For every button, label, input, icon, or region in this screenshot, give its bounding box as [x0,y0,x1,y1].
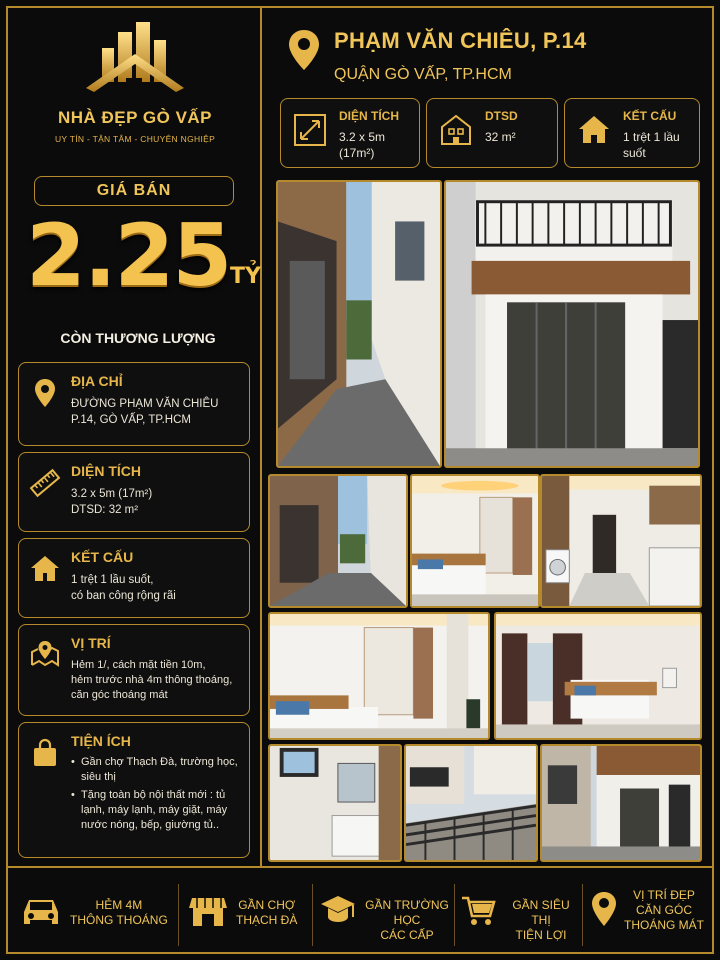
feature-corner-location [590,876,710,954]
feature-supermarket-label: GẦN SIÊU THỊ TIỆN LỢI [512,898,570,942]
feature-school-label: GẦN TRƯỜNG HỌC CÁC CẤP [365,898,449,942]
address-title: ĐỊA CHỈ [71,373,123,389]
spec-area-value: 3.2 x 5m (17m²) [339,130,386,160]
spec-area-title: DIỆN TÍCH [339,109,399,123]
column-divider [260,8,262,866]
spec-usable-title: DTSD [485,109,518,123]
map-icon [29,639,61,671]
spec-usable-value: 32 m² [485,130,516,144]
feature-divider [582,884,583,946]
photo-exterior-corner [540,744,702,862]
photo-bedroom-1 [410,474,540,608]
brand-slogan: UY TÍN - TẬN TÂM - CHUYÊN NGHIỆP [54,134,216,144]
photo-alley [276,180,442,468]
address-text: ĐƯỜNG PHẠM VĂN CHIÊU P.14, GÒ VẤP, TP.HCM [71,398,219,426]
spec-structure-value: 1 trệt 1 lầu suốt [623,130,680,160]
photo-kitchen [540,474,702,608]
district-heading: QUẬN GÒ VẤP, TP.HCM [334,66,512,83]
amenity-item: • Tặng toàn bộ nội thất mới : tủ lạnh, máy lạnh, máy giặt, máy nước nóng, bếp, giường tủ.. [71,788,245,833]
graduation-cap-icon [320,890,356,930]
photo-bedroom-2 [268,612,490,740]
feature-supermarket [460,876,580,954]
spec-structure [564,98,700,168]
feature-corner-label: VỊ TRÍ ĐẸP CĂN GÓC THOÁNG MÁT [624,888,704,932]
structure-title: KẾT CẤU [71,549,134,565]
feature-divider [178,884,179,946]
area-card [18,452,250,532]
location-title: VỊ TRÍ [71,635,111,651]
house-outline-icon [439,113,473,147]
feature-divider [454,884,455,946]
ruler-icon [29,467,61,499]
structure-text: 1 trệt 1 lầu suốt, có ban công rộng rãi [71,574,176,602]
feature-bar-divider [8,866,712,868]
area-text: 3.2 x 5m (17m²) DTSD: 32 m² [71,488,153,516]
price-value: 2.25 [26,206,231,306]
feature-divider [312,884,313,946]
amenities-card [18,722,250,858]
price-display [26,206,261,306]
expand-arrows-icon [293,113,327,147]
location-pin-icon [286,28,322,72]
feature-alley [18,876,168,954]
area-title: DIỆN TÍCH [71,463,141,479]
photo-bedroom-3 [494,612,702,740]
brand-logo [20,18,250,158]
street-heading: PHẠM VĂN CHIÊU, P.14 [334,28,587,53]
photo-alley-2 [268,474,408,608]
brand-name: NHÀ ĐẸP GÒ VẤP [57,108,213,127]
shopping-cart-icon [460,890,496,930]
amenity-item: • Gần chợ Thạch Đà, trường học, siêu thị [71,755,245,785]
house-icon [577,113,611,147]
price-negotiable-note: CÒN THƯƠNG LƯỢNG [60,330,216,346]
price-label: GIÁ BÁN [34,176,234,206]
house-icon [29,553,61,585]
photo-balcony [404,744,538,862]
photo-facade [444,180,700,468]
car-icon [18,890,64,930]
amenities-list [71,755,245,836]
feature-market [188,876,308,954]
address-card [18,362,250,446]
structure-card [18,538,250,618]
skyline-house-logo-icon [80,18,190,102]
feature-alley-label: HẺM 4M THÔNG THOÁNG [70,898,168,927]
spec-structure-title: KẾT CẤU [623,109,677,123]
spec-usable-area [426,98,558,168]
feature-market-label: GẦN CHỢ THẠCH ĐÀ [236,898,298,927]
location-text: Hẻm 1/, cách mặt tiền 10m, hẻm trước nhà 4m thông thoáng, căn góc thoáng mát [71,659,233,701]
spec-area [280,98,420,168]
location-pin-icon [590,890,618,930]
map-pin-icon [29,377,61,409]
market-stall-icon [188,890,228,930]
amenities-title: TIỆN ÍCH [71,733,131,749]
photo-bathroom [268,744,402,862]
shopping-bag-icon [29,737,61,769]
location-card [18,624,250,716]
feature-school [320,876,452,954]
price-unit: TỶ [230,264,261,289]
